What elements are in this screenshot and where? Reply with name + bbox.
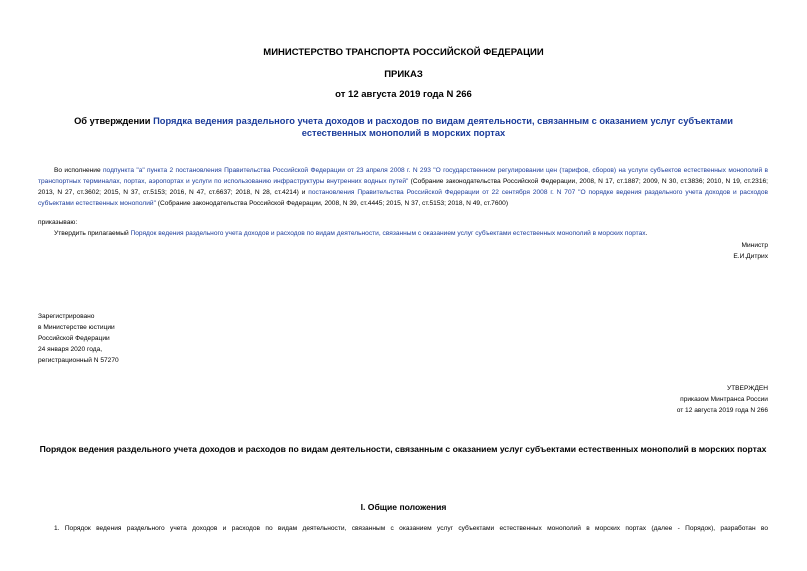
- registration-line-2: в Министерстве юстиции: [38, 324, 115, 331]
- signature-block: [468, 240, 768, 262]
- resolution-293-link[interactable]: подпункта "а" пункта 2 постановления Правительства Российской Федерации от 23 апреля 2008 г. N 293 "О государственном регулировании цен (тарифов, сборов) на услуги субъектов естественных монополий в транспортных терминалах, портах, аэропортах и услуги по использованию инфраструктуры внутренних водных путей": [38, 167, 768, 185]
- ministry-heading: МИНИСТЕРСТВО ТРАНСПОРТА РОССИЙСКОЙ ФЕДЕРАЦИИ: [263, 47, 544, 58]
- approved-line-3: от 12 августа 2019 года N 266: [676, 407, 768, 414]
- order-date: от 12 августа 2019 года N 266: [335, 89, 472, 100]
- order-title-link[interactable]: Порядка ведения раздельного учета доходов и расходов по видам деятельности, связанным с оказанием услуг субъектами естественных монополий в морских портах: [153, 116, 733, 138]
- signature-position: Министр: [741, 242, 768, 249]
- resolution-707-link[interactable]: постановления Правительства Российской Федерации от 22 сентября 2008 г. N 707 "О порядке ведения раздельного учета доходов и расходов субъектами естественных монополий": [38, 189, 769, 207]
- approved-line-2: приказом Минтранса России: [680, 396, 768, 403]
- section-heading: I. Общие положения: [360, 502, 447, 512]
- approved-line-1: УТВЕРЖДЕН: [726, 385, 768, 392]
- preamble-text-1: (Собрание законодательства Российской Федерации, 2008, N 17, ст.1887; 2009, N 30, ст.3836; 2010, N 19, ст.2316; 2013, N 27, ст.3602; 2015, N 37, ст.5153; 2016, N 47, ст.6637; 2018, N 28, ст.4214) и: [38, 178, 768, 196]
- approve-paragraph: [38, 228, 768, 239]
- procedure-title: Порядок ведения раздельного учета доходов и расходов по видам деятельности, связанным с оказанием услуг субъектами естественных монополий в морских портах: [39, 444, 767, 454]
- order-word: приказываю:: [38, 219, 78, 226]
- preamble-text-2: (Собрание законодательства Российской Федерации, 2008, N 39, ст.4445; 2015, N 37, ст.5153; 2018, N 49, ст.7600): [155, 200, 509, 207]
- order-heading: ПРИКАЗ: [384, 69, 423, 80]
- registration-block: [38, 311, 238, 366]
- paragraph-1: 1. Порядок ведения раздельного учета доходов и расходов по видам деятельности, связанным с оказанием услуг субъектами естественных монополий в морских портах (далее - Порядок), разработан во: [54, 525, 768, 532]
- approve-intro: Утвердить прилагаемый: [54, 230, 131, 237]
- registration-line-5: регистрационный N 57270: [38, 357, 119, 364]
- approve-procedure-link[interactable]: Порядок ведения раздельного учета доходов и расходов по видам деятельности, связанным с оказанием услуг субъектами естественных монополий в морских портах: [130, 230, 646, 237]
- order-title: [55, 115, 752, 139]
- approved-block: [468, 383, 768, 416]
- registration-line-1: Зарегистрировано: [38, 313, 95, 320]
- order-title-prefix: Об утверждении: [74, 116, 154, 126]
- registration-line-4: 24 января 2020 года,: [38, 346, 103, 353]
- signature-name: Е.И.Дитрих: [733, 253, 768, 260]
- approve-end: .: [645, 230, 648, 237]
- preamble-intro: Во исполнение: [54, 167, 103, 174]
- preamble-paragraph: [38, 165, 768, 209]
- registration-line-3: Российской Федерации: [38, 335, 110, 342]
